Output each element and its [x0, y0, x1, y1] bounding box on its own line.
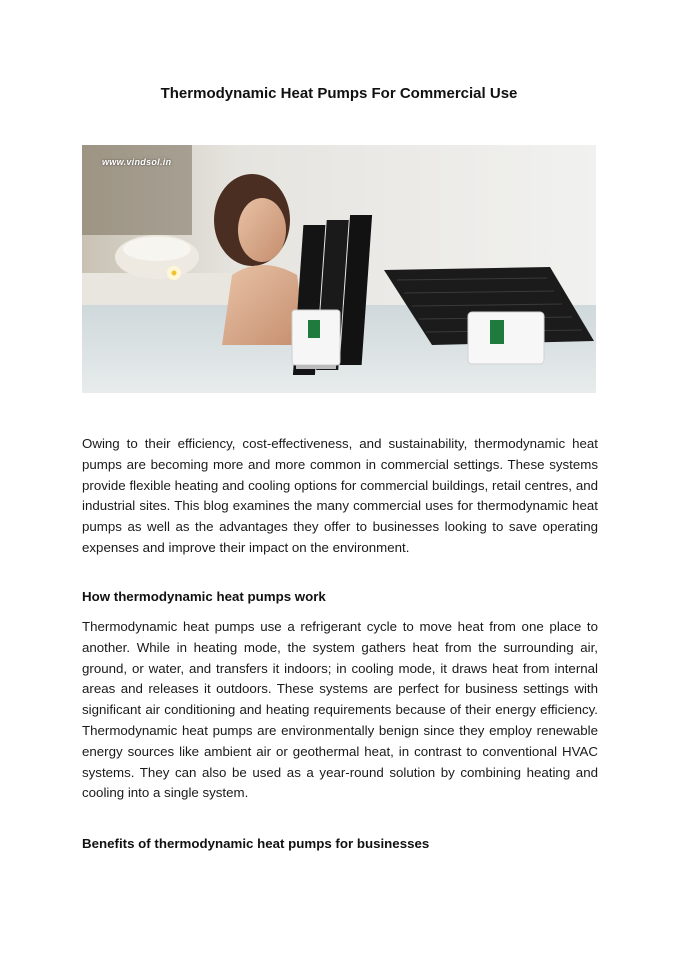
hero-illustration [82, 145, 596, 393]
hero-image [82, 145, 596, 393]
section-heading-how-it-works: How thermodynamic heat pumps work [82, 589, 326, 604]
intro-paragraph: Owing to their efficiency, cost-effectiveness, and sustainability, thermodynamic heat pumps are becoming more and more common in commercial settings. These systems provide flexible heating and cooling options for commercial buildings, retail centres, and industrial sites. This blog examines the many commercial uses for thermodynamic heat pumps as well as the advantages they offer to businesses looking to save operating expenses and improve their impact on the environment. [82, 436, 598, 555]
watermark-text: www.vindsol.in [102, 157, 172, 167]
section-heading-benefits: Benefits of thermodynamic heat pumps for businesses [82, 836, 430, 851]
section-paragraph-how-it-works: Thermodynamic heat pumps use a refrigerant cycle to move heat from one place to another. While in heating mode, the system gathers heat from the surrounding air, ground, or water, and transfers it indoors; in cooling mode, it draws heat from internal areas and releases it outdoors. These systems are perfect for business settings with significant air conditioning and heating requirements because of their energy efficiency. Thermodynamic heat pumps are environmentally benign since they employ renewable energy sources like ambient air or geothermal heat, in contrast to conventional HVAC systems. They can also be used as a year-round solution by combining heating and cooling into a single system. [82, 619, 598, 801]
page-title: Thermodynamic Heat Pumps For Commercial Use [160, 85, 518, 102]
